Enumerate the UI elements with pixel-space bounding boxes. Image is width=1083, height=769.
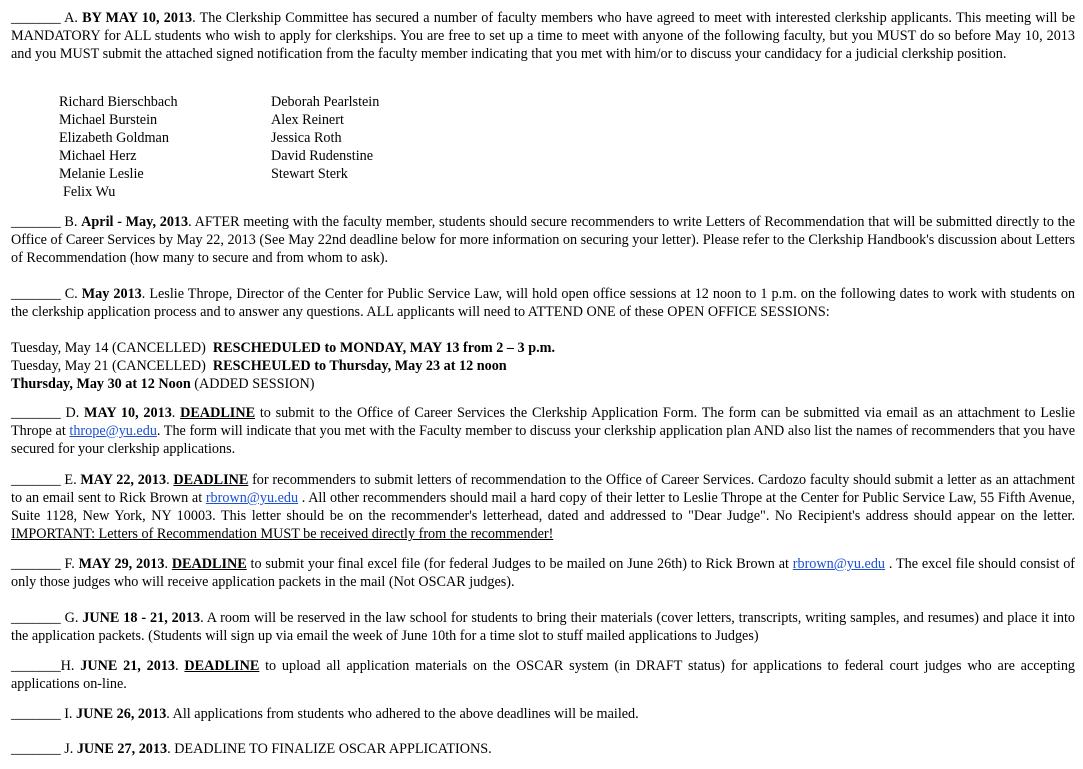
item-f-deadline: DEADLINE [171,556,247,572]
item-d-text2: . The form will indicate that you met with the Faculty member to discuss your clerkship application plan AND also list the names of recommenders that you have secured for your clerkship applications. [11,423,1075,457]
item-e-letter: E. [64,472,77,488]
session-3 [11,375,555,393]
faculty-name: Richard Bierschbach [59,94,178,110]
session-1 [11,339,555,357]
item-f-letter: F. [64,556,75,572]
faculty-right-column [271,93,379,183]
session-3-note: (ADDED SESSION) [190,376,315,392]
item-c-date: May 2013 [81,286,142,302]
item-a-text: . The Clerkship Committee has secured a number of faculty members who have agreed to meet with interested clerkship applicants. This meeting will be MANDATORY for ALL students who wish to apply for clerkships. You are free to set up a time to meet with anyone of the following faculty, but you MUST do so before May 10, 2013 and you MUST submit the attached signed notification from the faculty member indicating that you met with him/or to discuss your candidacy for a judicial clerkship position. [11,10,1075,62]
item-h-letter: H. [60,658,75,674]
item-e-important-note: IMPORTANT: Letters of Recommendation MUST be received directly from the recommender! [11,526,554,542]
faculty-name: David Rudenstine [271,148,374,164]
item-e-text1: for recommenders to submit letters of recommendation to the Office of Career Services. Cardozo faculty should submit a letter as an attachment to an email sent to Rick Brown at [11,472,1075,506]
rbrown-email-link[interactable]: rbrown@yu.edu [205,490,299,506]
thrope-email-link[interactable]: thrope@yu.edu [69,423,157,439]
item-b-date: April - May, 2013 [81,214,189,230]
session-1-rescheduled: RESCHEDULED to MONDAY, MAY 13 from 2 – 3 p.m. [212,340,556,356]
item-e-deadline: DEADLINE [173,472,249,488]
item-d: _______ D. MAY 10, 2013. DEADLINE to submit to the Office of Career Services the Clerkship Application Form. The form can be submitted via email as an attachment to Leslie Thrope at thrope@yu.edu. The form will indicate that you met with the Faculty member to discuss your clerkship application plan AND also list the names of recommenders that you have secured for your clerkship applications. [11,405,1076,457]
item-i-date: JUNE 26, 2013 [76,706,167,722]
item-g-date: JUNE 18 - 21, 2013 [82,610,201,626]
item-b [11,213,1075,267]
item-h: _______H. JUNE 21, 2013. DEADLINE to upload all application materials on the OSCAR system (in DRAFT status) for applications to federal court judges who are accepting applications on-line. [11,658,1076,692]
item-j [11,740,1075,758]
item-h-text: to upload all application materials on the OSCAR system (in DRAFT status) for applications to federal court judges who are accepting applications on-line. [11,658,1076,692]
item-a [11,9,1075,63]
faculty-name: Elizabeth Goldman [59,130,169,146]
item-h-date: JUNE 21, 2013 [80,658,176,674]
item-d-blank[interactable]: _______ [11,405,61,421]
item-c-blank[interactable]: _______ [11,286,61,302]
item-e-date: MAY 22, 2013 [80,472,167,488]
faculty-left-column [59,93,178,201]
item-g-blank[interactable]: _______ [11,610,61,626]
item-f-text2: . The excel file should consist of only those judges who will receive application packets in the mail (Not OSCAR judges). [11,556,1076,590]
item-c-text: . Leslie Thrope, Director of the Center for Public Service Law, will hold open office sessions at 12 noon to 1 p.m. on the following dates to work with students on the clerkship application process and to answer any questions. ALL applicants will need to ATTEND ONE of these OPEN OFFICE SESSIONS: [11,286,1076,320]
session-2-rescheduled: RESCHEULED to Thursday, May 23 at 12 noon [212,358,507,374]
faculty-name: Melanie Leslie [59,166,144,182]
session-list [11,339,555,393]
item-g [11,609,1075,645]
item-a-date: BY MAY 10, 2013 [82,10,193,26]
item-h-blank[interactable]: _______ [11,658,61,674]
item-i-letter: I. [64,706,73,722]
item-i [11,705,1075,723]
item-g-text: . A room will be reserved in the law school for students to bring their materials (cover letters, transcripts, writing samples, and resumes) and place it into the application packets. (Students will sign up via email the week of June 10th for a time slot to stuff mailed applications to Judges) [11,610,1076,644]
item-f-text1: to submit your final excel file (for federal Judges to be mailed on June 26th) to Rick Brown at [246,556,793,572]
item-f-blank[interactable]: _______ [11,556,61,572]
faculty-name: Michael Burstein [59,112,158,128]
item-i-blank[interactable]: _______ [11,706,61,722]
item-e-text2: . All other recommenders should mail a hard copy of their letter to Leslie Thrope at the Center for Public Service Law, 55 Fifth Avenue, Suite 1128, New York, NY 10003. This letter should be on the recommender's letterhead, dated and addressed to "Dear Judge". No Recipient's address should appear on the letter. [11,490,1076,524]
item-f: _______ F. MAY 29, 2013. DEADLINE to submit your final excel file (for federal Judges to be mailed on June 26th) to Rick Brown at rbrown@yu.edu . The excel file should consist of only those judges who will receive application packets in the mail (Not OSCAR judges). [11,556,1076,590]
item-b-letter: B. [64,214,78,230]
faculty-name: Michael Herz [59,148,137,164]
item-d-deadline: DEADLINE [180,405,256,421]
faculty-name: Stewart Sterk [271,166,348,182]
item-j-blank[interactable]: _______ [11,741,61,757]
item-a-blank[interactable]: _______ [11,10,61,26]
item-g-letter: G. [64,610,79,626]
item-e: _______ E. MAY 22, 2013. DEADLINE for recommenders to submit letters of recommendation to the Office of Career Services. Cardozo faculty should submit a letter as an attachment to an email sent to Rick Brown at rbrown@yu.edu . All other recommenders should mail a hard copy of their letter to Leslie Thrope at the Center for Public Service Law, 55 Fifth Avenue, Suite 1128, New York, NY 10003. This letter should be on the recommender's letterhead, dated and addressed to "Dear Judge". No Recipient's address should appear on the letter. IMPORTANT: Letters of Recommendation MUST be received directly from the recommender! [11,472,1076,542]
item-c [11,285,1075,321]
item-d-text1: to submit to the Office of Career Services the Clerkship Application Form. The form can be submitted via email as an attachment to Leslie Thrope at [11,405,1076,439]
item-a-letter: A. [64,10,78,26]
item-b-blank[interactable]: _______ [11,214,61,230]
item-d-date: MAY 10, 2013 [84,405,172,421]
item-j-text: . DEADLINE TO FINALIZE OSCAR APPLICATIONS. [167,741,492,757]
faculty-name: Deborah Pearlstein [271,94,380,110]
item-b-text: . AFTER meeting with the faculty member, students should secure recommenders to write Letters of Recommendation that will be submitted directly to the Office of Career Services by May 22, 2013 (See May 22nd deadline below for more information on securing your letter). Please refer to the Clerkship Handbook's discussion about Letters of Recommendation (how many to secure and from whom to ask). [11,214,1075,266]
item-c-letter: C. [64,286,78,302]
faculty-name: Jessica Roth [271,130,342,146]
item-d-letter: D. [65,405,80,421]
session-1-date: Tuesday, May 14 (CANCELLED) [11,340,213,356]
item-j-letter: J. [64,741,74,757]
faculty-name: Alex Reinert [271,112,344,128]
faculty-name: Felix Wu [63,184,116,200]
session-3-date: Thursday, May 30 at 12 Noon [11,376,191,392]
item-j-date: JUNE 27, 2013 [76,741,168,757]
item-i-text: . All applications from students who adhered to the above deadlines will be mailed. [166,706,639,722]
item-h-deadline: DEADLINE [184,658,260,674]
item-f-date: MAY 29, 2013 [78,556,165,572]
session-2-date: Tuesday, May 21 (CANCELLED) [11,358,213,374]
item-e-blank[interactable]: _______ [11,472,61,488]
session-2 [11,357,555,375]
rbrown-email-link[interactable]: rbrown@yu.edu [792,556,886,572]
